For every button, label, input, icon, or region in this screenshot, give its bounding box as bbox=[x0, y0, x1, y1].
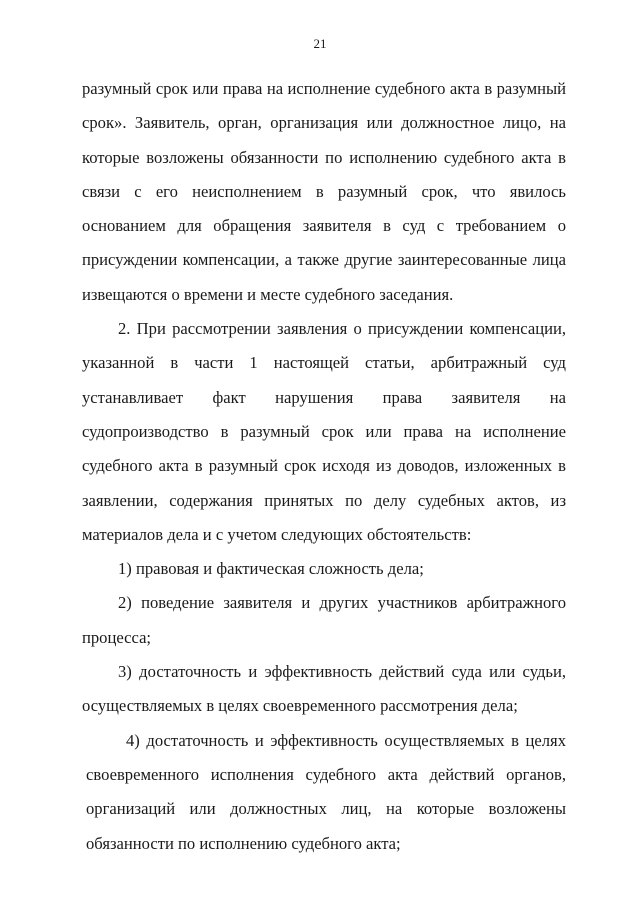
list-item-1: 1) правовая и фактическая сложность дела; bbox=[118, 559, 424, 579]
page-number: 21 bbox=[313, 36, 327, 51]
list-item-2: 2) поведение заявителя и других участников арбитражного процесса; bbox=[82, 593, 566, 647]
document-body bbox=[82, 72, 566, 861]
paragraph-item-2: 2. При рассмотрении заявления о присуждении компенсации, указанной в части 1 настоящей статьи, арбитражный суд устанавливает факт нарушения права заявителя на судопроизводство в разумный срок или права на исполнение судебного акта в разумный срок исходя из доводов, изложенных в заявлении, содержания принятых по делу судебных актов, из материалов дела и с учетом следующих обстоятельств: bbox=[82, 319, 566, 544]
paragraph-continuation: разумный срок или права на исполнение судебного акта в разумный срок». Заявитель, орган, организация или должностное лицо, на которые возложены обязанности по исполнению судебного акта в связи с его неисполнением в разумный срок, что явилось основанием для обращения заявителя в суд с требованием о присуждении компенсации, а также другие заинтересованные лица извещаются о времени и месте судебного заседания. bbox=[82, 79, 566, 304]
list-item-4: 4) достаточность и эффективность осуществляемых в целях своевременного исполнения судебного акта действий органов, организаций или должностных лиц, на которые возложены обязанности по исполнению судебного акта; bbox=[86, 730, 566, 853]
list-item-3: 3) достаточность и эффективность действий суда или судьи, осуществляемых в целях своевременного рассмотрения дела; bbox=[82, 662, 566, 716]
